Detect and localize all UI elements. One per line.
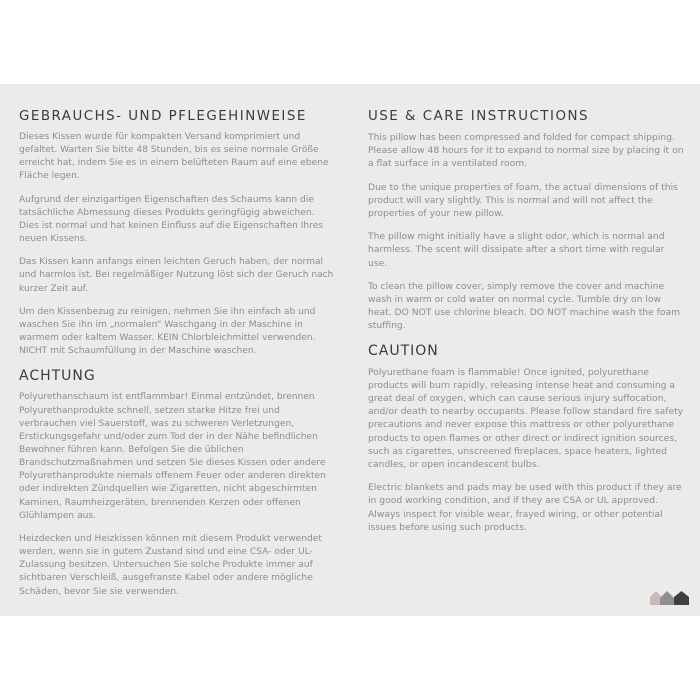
german-paragraph: Dieses Kissen wurde für kompakten Versand komprimiert und gefaltet. Warten Sie bitte 48 Stunden, bis es seine normale Größe erreicht hat, indem Sie es in einem belüfteten Raum auf eine ebene Fläche legen. — [19, 132, 329, 182]
german-warning-paragraph: Heizdecken und Heizkissen können mit diesem Produkt verwendet werden, wenn sie in gutem Zustand sind und eine CSA- oder UL-Zulassung besitzen. Untersuchen Sie solche Produkte immer auf sichtbaren Verschleiß, ausgefranste Kabel oder andere mögliche Schäden, bevor Sie sie verwenden. — [19, 533, 322, 597]
house-dark-icon — [674, 591, 689, 605]
english-warning-paragraph: Polyurethane foam is flammable! Once ignited, polyurethane products will burn rapidly, releasing intense heat and consuming a great deal of oxygen, which can cause serious injury suffocation, and/or death to nearby occupants. Please follow standard fire safety precautions and never expose this mattress or other polyurethane products to open flames or other direct or indirect ignition sources, such as cigarettes, unscreened fireplaces, space heaters, lighted candles, or open incandescent bulbs. — [368, 366, 684, 471]
german-paragraph: Aufgrund der einzigartigen Eigenschaften des Schaums kann die tatsächliche Abmessung dieses Produkts geringfügig abweichen. Dies ist normal und hat keinen Einfluss auf die Eigenschaften Ihres neuen Kissens. — [19, 194, 324, 245]
care-instructions-card — [0, 84, 700, 616]
german-paragraph: Um den Kissenbezug zu reinigen, nehmen Sie ihn einfach ab und waschen Sie ihn im „normalen“ Waschgang in der Maschine in warmem oder kaltem Wasser. KEIN Chlorbleichmittel verwenden. NICHT mit Schaumfüllung in der Maschine waschen. — [19, 306, 316, 357]
german-title: GEBRAUCHS- UND PFLEGEHINWEISE — [19, 109, 307, 124]
english-paragraph: This pillow has been compressed and folded for compact shipping. Please allow 48 hours for it to expand to normal size by placing it on a flat surface in a ventilated room. — [368, 132, 684, 170]
english-title: USE & CARE INSTRUCTIONS — [368, 109, 590, 124]
english-paragraph: Due to the unique properties of foam, the actual dimensions of this product will vary slightly. This is normal and will not affect the properties of your new pillow. — [368, 181, 678, 220]
german-warning-title: ACHTUNG — [19, 368, 96, 385]
german-warning-paragraph: Polyurethanschaum ist entflammbar! Einmal entzündet, brennen Polyurethanprodukte schnell, setzen starke Hitze frei und verbrauchen viel Sauerstoff, was zu schweren Verletzungen, Erstickungsgefahr und/oder zum Tod der in der Nähe befindlichen Bewohner führen kann. Befolgen Sie die üblichen Brandschutzmaßnahmen und setzen Sie dieses Kissen oder andere Polyurethanprodukte niemals offenem Feuer oder anderen direkten oder indirekten Zündquellen wie Zigaretten, nicht abgeschirmten Kaminen, Raumheizgeräten, brennenden Kerzen oder offenen Glühlampen aus. — [19, 392, 326, 521]
english-paragraph: To clean the pillow cover, simply remove the cover and machine wash in warm or cold water on normal cycle. Tumble dry on low heat. DO NOT use chlorine bleach. DO NOT machine wash the foam stuffing. — [368, 280, 681, 332]
german-column — [19, 109, 337, 609]
three-houses-logo-icon — [650, 591, 690, 605]
german-paragraph: Das Kissen kann anfangs einen leichten Geruch haben, der normal und harmlos ist. Bei regelmäßiger Nutzung löst sich der Geruch nach kurzer Zeit auf. — [19, 257, 334, 294]
english-column — [368, 109, 684, 544]
english-warning-paragraph: Electric blankets and pads may be used with this product if they are in good working condition, and if they are CSA or UL approved. Always inspect for visible wear, frayed wiring, or other potential issues before using such products. — [368, 482, 682, 533]
english-warning-title: CAUTION — [368, 342, 439, 359]
house-mid-icon — [660, 591, 674, 605]
english-paragraph: The pillow might initially have a slight odor, which is normal and harmless. The scent will dissipate after a short time with regular use. — [368, 231, 665, 269]
